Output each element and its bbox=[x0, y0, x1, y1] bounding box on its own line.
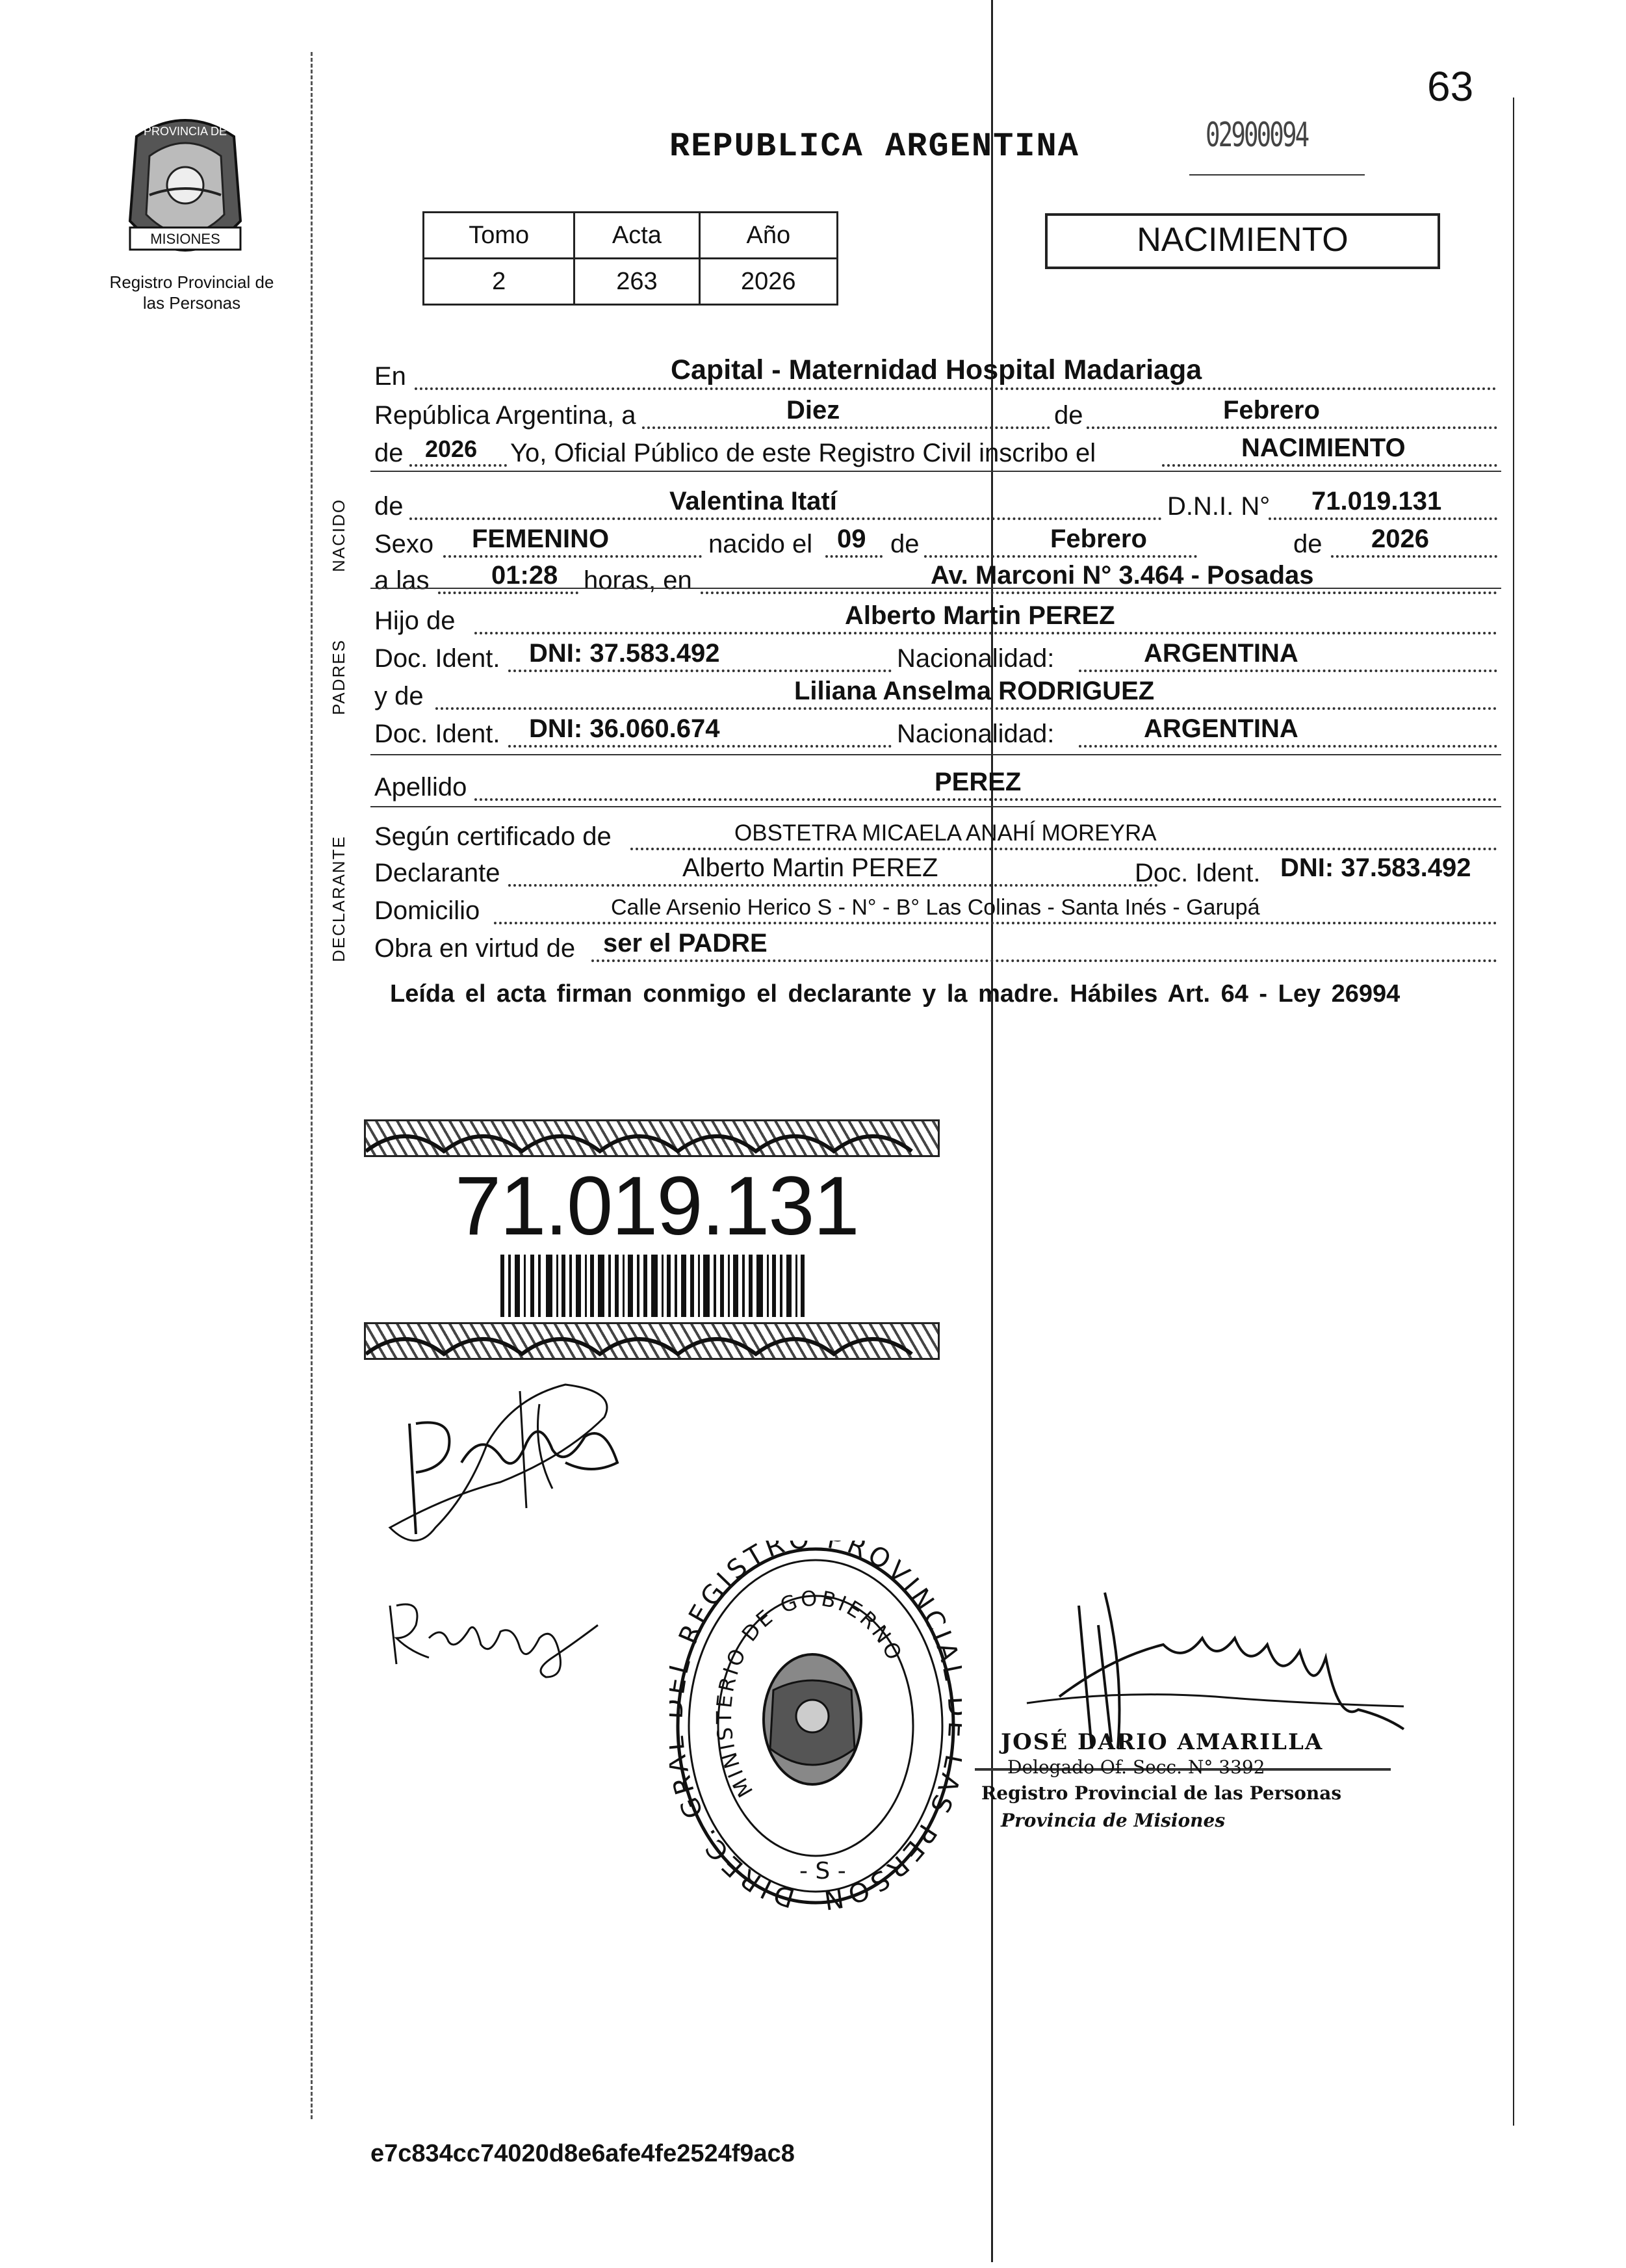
header-acta: Acta bbox=[574, 213, 699, 259]
certificado-value: OBSTETRA MICAELA ANAHÍ MOREYRA bbox=[734, 820, 1157, 846]
padre-nac: ARGENTINA bbox=[1144, 639, 1298, 668]
value-tomo: 2 bbox=[424, 259, 574, 305]
nacionalidad-label: Nacionalidad: bbox=[897, 644, 1055, 673]
page-number: 63 bbox=[1427, 63, 1474, 110]
dots bbox=[1269, 517, 1497, 520]
doc-ident-label: Doc. Ident. bbox=[374, 644, 500, 673]
anio-value: 2026 bbox=[425, 436, 478, 462]
separator-2 bbox=[370, 588, 1501, 589]
nac-anio: 2026 bbox=[1371, 525, 1429, 553]
official-line-1: Delegado Of. Secc. N° 3392 bbox=[1007, 1756, 1265, 1778]
dots bbox=[1331, 555, 1497, 558]
declarante-value: Alberto Martin PEREZ bbox=[682, 854, 938, 882]
left-margin-line bbox=[311, 52, 313, 2119]
dots bbox=[508, 884, 1158, 887]
barcode-top-band bbox=[364, 1119, 940, 1157]
sexo-label: Sexo bbox=[374, 530, 434, 558]
right-margin-line bbox=[1513, 98, 1514, 2126]
row-madre bbox=[370, 676, 1501, 715]
dni-value: 71.019.131 bbox=[1311, 487, 1442, 515]
padre-doc: DNI: 37.583.492 bbox=[529, 639, 720, 668]
side-label-nacido: NACIDO bbox=[329, 498, 348, 572]
emblem-top-text: PROVINCIA DE bbox=[143, 125, 227, 138]
madre-doc: DNI: 36.060.674 bbox=[529, 714, 720, 743]
dots bbox=[825, 555, 883, 558]
dots bbox=[409, 517, 1162, 520]
nombre-value: Valentina Itatí bbox=[669, 487, 837, 515]
doc-ident-label-3: Doc. Ident. bbox=[1135, 859, 1261, 887]
row-padre-doc bbox=[370, 638, 1501, 677]
closing-text: Leída el acta firman conmigo el declarante y la madre. Hábiles Art. 64 - Ley 26994 bbox=[390, 980, 1400, 1008]
de-label-3: de bbox=[374, 492, 404, 521]
domicilio-label: Domicilio bbox=[374, 896, 480, 925]
oficial-text: Yo, Oficial Público de este Registro Civil inscribo el bbox=[510, 439, 1096, 467]
side-label-declarante: DECLARANTE bbox=[329, 835, 348, 962]
dots bbox=[474, 798, 1497, 801]
official-name: JOSÉ DARIO AMARILLA bbox=[1001, 1729, 1324, 1755]
padre-value: Alberto Martin PEREZ bbox=[845, 601, 1115, 630]
row-en bbox=[370, 356, 1501, 395]
separator-4 bbox=[370, 806, 1501, 807]
certificado-label: Según certificado de bbox=[374, 822, 612, 851]
en-label: En bbox=[374, 362, 406, 391]
row-madre-doc bbox=[370, 714, 1501, 753]
dots bbox=[1087, 426, 1497, 429]
de-label-5: de bbox=[1293, 530, 1323, 558]
dots bbox=[438, 592, 578, 594]
row-declarante bbox=[370, 853, 1501, 892]
emblem-bottom-text: MISIONES bbox=[150, 231, 220, 247]
dots bbox=[924, 555, 1197, 558]
domicilio-value: Calle Arsenio Herico S - N° - B° Las Colinas - Santa Inés - Garupá bbox=[611, 895, 1260, 920]
row-padre bbox=[370, 601, 1501, 640]
value-anio: 2026 bbox=[699, 259, 837, 305]
de-label-2: de bbox=[374, 439, 404, 467]
row-apellido bbox=[370, 767, 1501, 806]
nac-mes: Febrero bbox=[1050, 525, 1147, 553]
madre-nac: ARGENTINA bbox=[1144, 714, 1298, 743]
separator-1 bbox=[370, 471, 1501, 472]
declarante-label: Declarante bbox=[374, 859, 500, 887]
obra-label: Obra en virtud de bbox=[374, 934, 576, 963]
hora-value: 01:28 bbox=[491, 561, 558, 590]
dots bbox=[630, 848, 1497, 850]
serial-underline bbox=[1189, 174, 1365, 176]
y-de-label: y de bbox=[374, 682, 424, 710]
nacido-el-label: nacido el bbox=[708, 530, 813, 558]
row-nombre bbox=[370, 486, 1501, 525]
declarante-doc: DNI: 37.583.492 bbox=[1280, 854, 1471, 882]
dots bbox=[642, 426, 1071, 429]
dots bbox=[435, 707, 1497, 710]
page-title: REPUBLICA ARGENTINA bbox=[669, 127, 1079, 166]
official-line-3: Provincia de Misiones bbox=[1001, 1810, 1226, 1831]
document-hash: e7c834cc74020d8e6afe4fe2524f9ac8 bbox=[370, 2140, 795, 2167]
official-seal bbox=[669, 1541, 962, 1911]
row-oficial bbox=[370, 433, 1501, 472]
header-anio: Año bbox=[699, 213, 837, 259]
official-line-2: Registro Provincial de las Personas bbox=[981, 1782, 1342, 1804]
dots bbox=[494, 922, 1497, 924]
row-fecha bbox=[370, 395, 1501, 434]
dni-label: D.N.I. N° bbox=[1167, 492, 1271, 521]
doc-ident-label-2: Doc. Ident. bbox=[374, 720, 500, 748]
separator-3 bbox=[370, 754, 1501, 755]
dots bbox=[508, 670, 892, 672]
signature-perez bbox=[370, 1365, 656, 1573]
dots bbox=[1079, 670, 1497, 672]
row-sexo bbox=[370, 524, 1501, 563]
en-value: Capital - Maternidad Hospital Madariaga bbox=[671, 354, 1202, 385]
horas-en-label: horas, en bbox=[584, 566, 692, 595]
row-certificado bbox=[370, 816, 1501, 855]
record-type-box: NACIMIENTO bbox=[1045, 213, 1440, 269]
dots bbox=[415, 387, 1497, 390]
record-table bbox=[422, 211, 838, 306]
registry-name: Registro Provincial de las Personas bbox=[109, 272, 274, 313]
de-label-4: de bbox=[890, 530, 920, 558]
center-fold-line bbox=[991, 0, 993, 2262]
seal-inner-text: MINISTERIO DE GOBIERNO bbox=[712, 1585, 908, 1802]
seal-outer-text: DIREC. GR REGISTR PROVINCIA AS PERSON bbox=[669, 1541, 962, 1911]
barcode-bottom-band bbox=[364, 1322, 940, 1360]
madre-value: Liliana Anselma RODRIGUEZ bbox=[794, 677, 1155, 705]
barcode-number: 71.019.131 bbox=[455, 1160, 858, 1253]
de-label: de bbox=[1052, 401, 1086, 430]
barcode-bars bbox=[500, 1255, 806, 1317]
dots bbox=[474, 632, 1497, 634]
dots bbox=[701, 592, 1497, 594]
value-acta: 263 bbox=[574, 259, 699, 305]
header-tomo: Tomo bbox=[424, 213, 574, 259]
row-domicilio bbox=[370, 891, 1501, 930]
a-las-label: a las bbox=[374, 566, 430, 595]
province-emblem bbox=[110, 111, 260, 273]
sexo-value: FEMENINO bbox=[472, 525, 610, 553]
dia-value: Diez bbox=[786, 396, 840, 424]
tipo-value: NACIMIENTO bbox=[1241, 434, 1406, 462]
republica-label: República Argentina, a bbox=[374, 401, 636, 430]
seal-bottom-mark: - S - bbox=[799, 1858, 846, 1884]
side-label-padres: PADRES bbox=[329, 639, 348, 715]
apellido-label: Apellido bbox=[374, 773, 467, 802]
row-obra bbox=[370, 928, 1501, 967]
dots bbox=[1162, 464, 1497, 467]
dots bbox=[409, 464, 507, 467]
mes-value: Febrero bbox=[1223, 396, 1320, 424]
dots bbox=[443, 555, 702, 558]
dots bbox=[508, 745, 892, 748]
dots bbox=[1079, 745, 1497, 748]
nacionalidad-label-2: Nacionalidad: bbox=[897, 720, 1055, 748]
dots bbox=[591, 959, 1497, 962]
nac-dia: 09 bbox=[837, 525, 866, 553]
lugar-value: Av. Marconi N° 3.464 - Posadas bbox=[931, 561, 1314, 590]
signature-rodriguez bbox=[383, 1586, 617, 1684]
obra-value: ser el PADRE bbox=[603, 929, 768, 958]
apellido-value: PEREZ bbox=[935, 768, 1022, 796]
serial-number: 02900094 bbox=[1206, 116, 1308, 155]
hijo-label: Hijo de bbox=[374, 606, 456, 635]
row-hora bbox=[370, 560, 1501, 599]
